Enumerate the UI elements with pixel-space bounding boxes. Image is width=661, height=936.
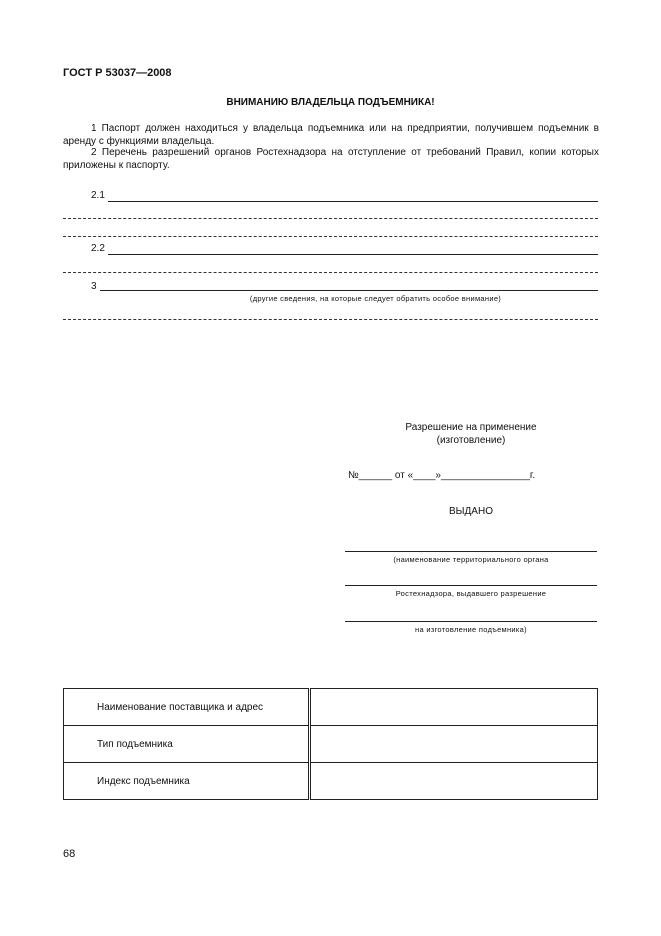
page-number: 68 <box>63 848 76 860</box>
table-row <box>64 763 598 800</box>
issuer-caption-3: на изготовление подъемника) <box>415 625 527 634</box>
issuer-line-2[interactable] <box>345 585 597 586</box>
supplier-value[interactable] <box>310 689 598 726</box>
issuer-caption-2: Ростехнадзора, выдавшего разрешение <box>395 589 547 598</box>
item-2-2-label: 2.2 <box>91 243 105 254</box>
paragraph-1: 1 Паспорт должен находиться у владельца подъемника или на предприятии, получившем подъемник в аренду с функциями владельца. <box>63 123 599 147</box>
standard-number: ГОСТ Р 53037—2008 <box>63 67 172 79</box>
item-2-2-line[interactable] <box>108 254 598 255</box>
supplier-label: Наименование поставщика и адрес <box>64 689 310 726</box>
lift-index-label: Индекс подъемника <box>64 763 310 800</box>
item-2-1-line[interactable] <box>108 201 598 202</box>
issuer-caption-1: (наименование территориального органа <box>393 555 549 564</box>
permit-title-line-1: Разрешение на применение <box>405 422 537 433</box>
lift-info-table <box>63 688 598 800</box>
item-2-1-label: 2.1 <box>91 190 105 201</box>
issuer-line-3[interactable] <box>345 621 597 622</box>
lift-type-label: Тип подъемника <box>64 726 310 763</box>
lift-index-value[interactable] <box>310 763 598 800</box>
issued-label: ВЫДАНО <box>449 506 493 517</box>
table-row <box>64 689 598 726</box>
permit-number-line[interactable]: №______ от «____»________________г. <box>348 470 536 481</box>
page-title: ВНИМАНИЮ ВЛАДЕЛЬЦА ПОДЪЕМНИКА! <box>226 97 435 108</box>
item-2-1-continuation-line-1[interactable] <box>63 218 598 219</box>
permit-title-line-2: (изготовление) <box>436 434 506 446</box>
paragraph-2: 2 Перечень разрешений органов Ростехнадзора на отступление от требований Правил, копии которых приложены к паспорту. <box>63 147 599 171</box>
lift-type-value[interactable] <box>310 726 598 763</box>
issuer-line-1[interactable] <box>345 551 597 552</box>
item-3-continuation-line[interactable] <box>63 319 598 320</box>
item-3-line[interactable] <box>100 290 598 291</box>
permit-title <box>345 422 597 447</box>
item-3-label: 3 <box>91 281 97 292</box>
table-row <box>64 726 598 763</box>
item-2-1-continuation-line-2[interactable] <box>63 236 598 237</box>
item-2-2-continuation-line[interactable] <box>63 272 598 273</box>
other-info-caption: (другие сведения, на которые следует обратить особое внимание) <box>249 294 502 303</box>
